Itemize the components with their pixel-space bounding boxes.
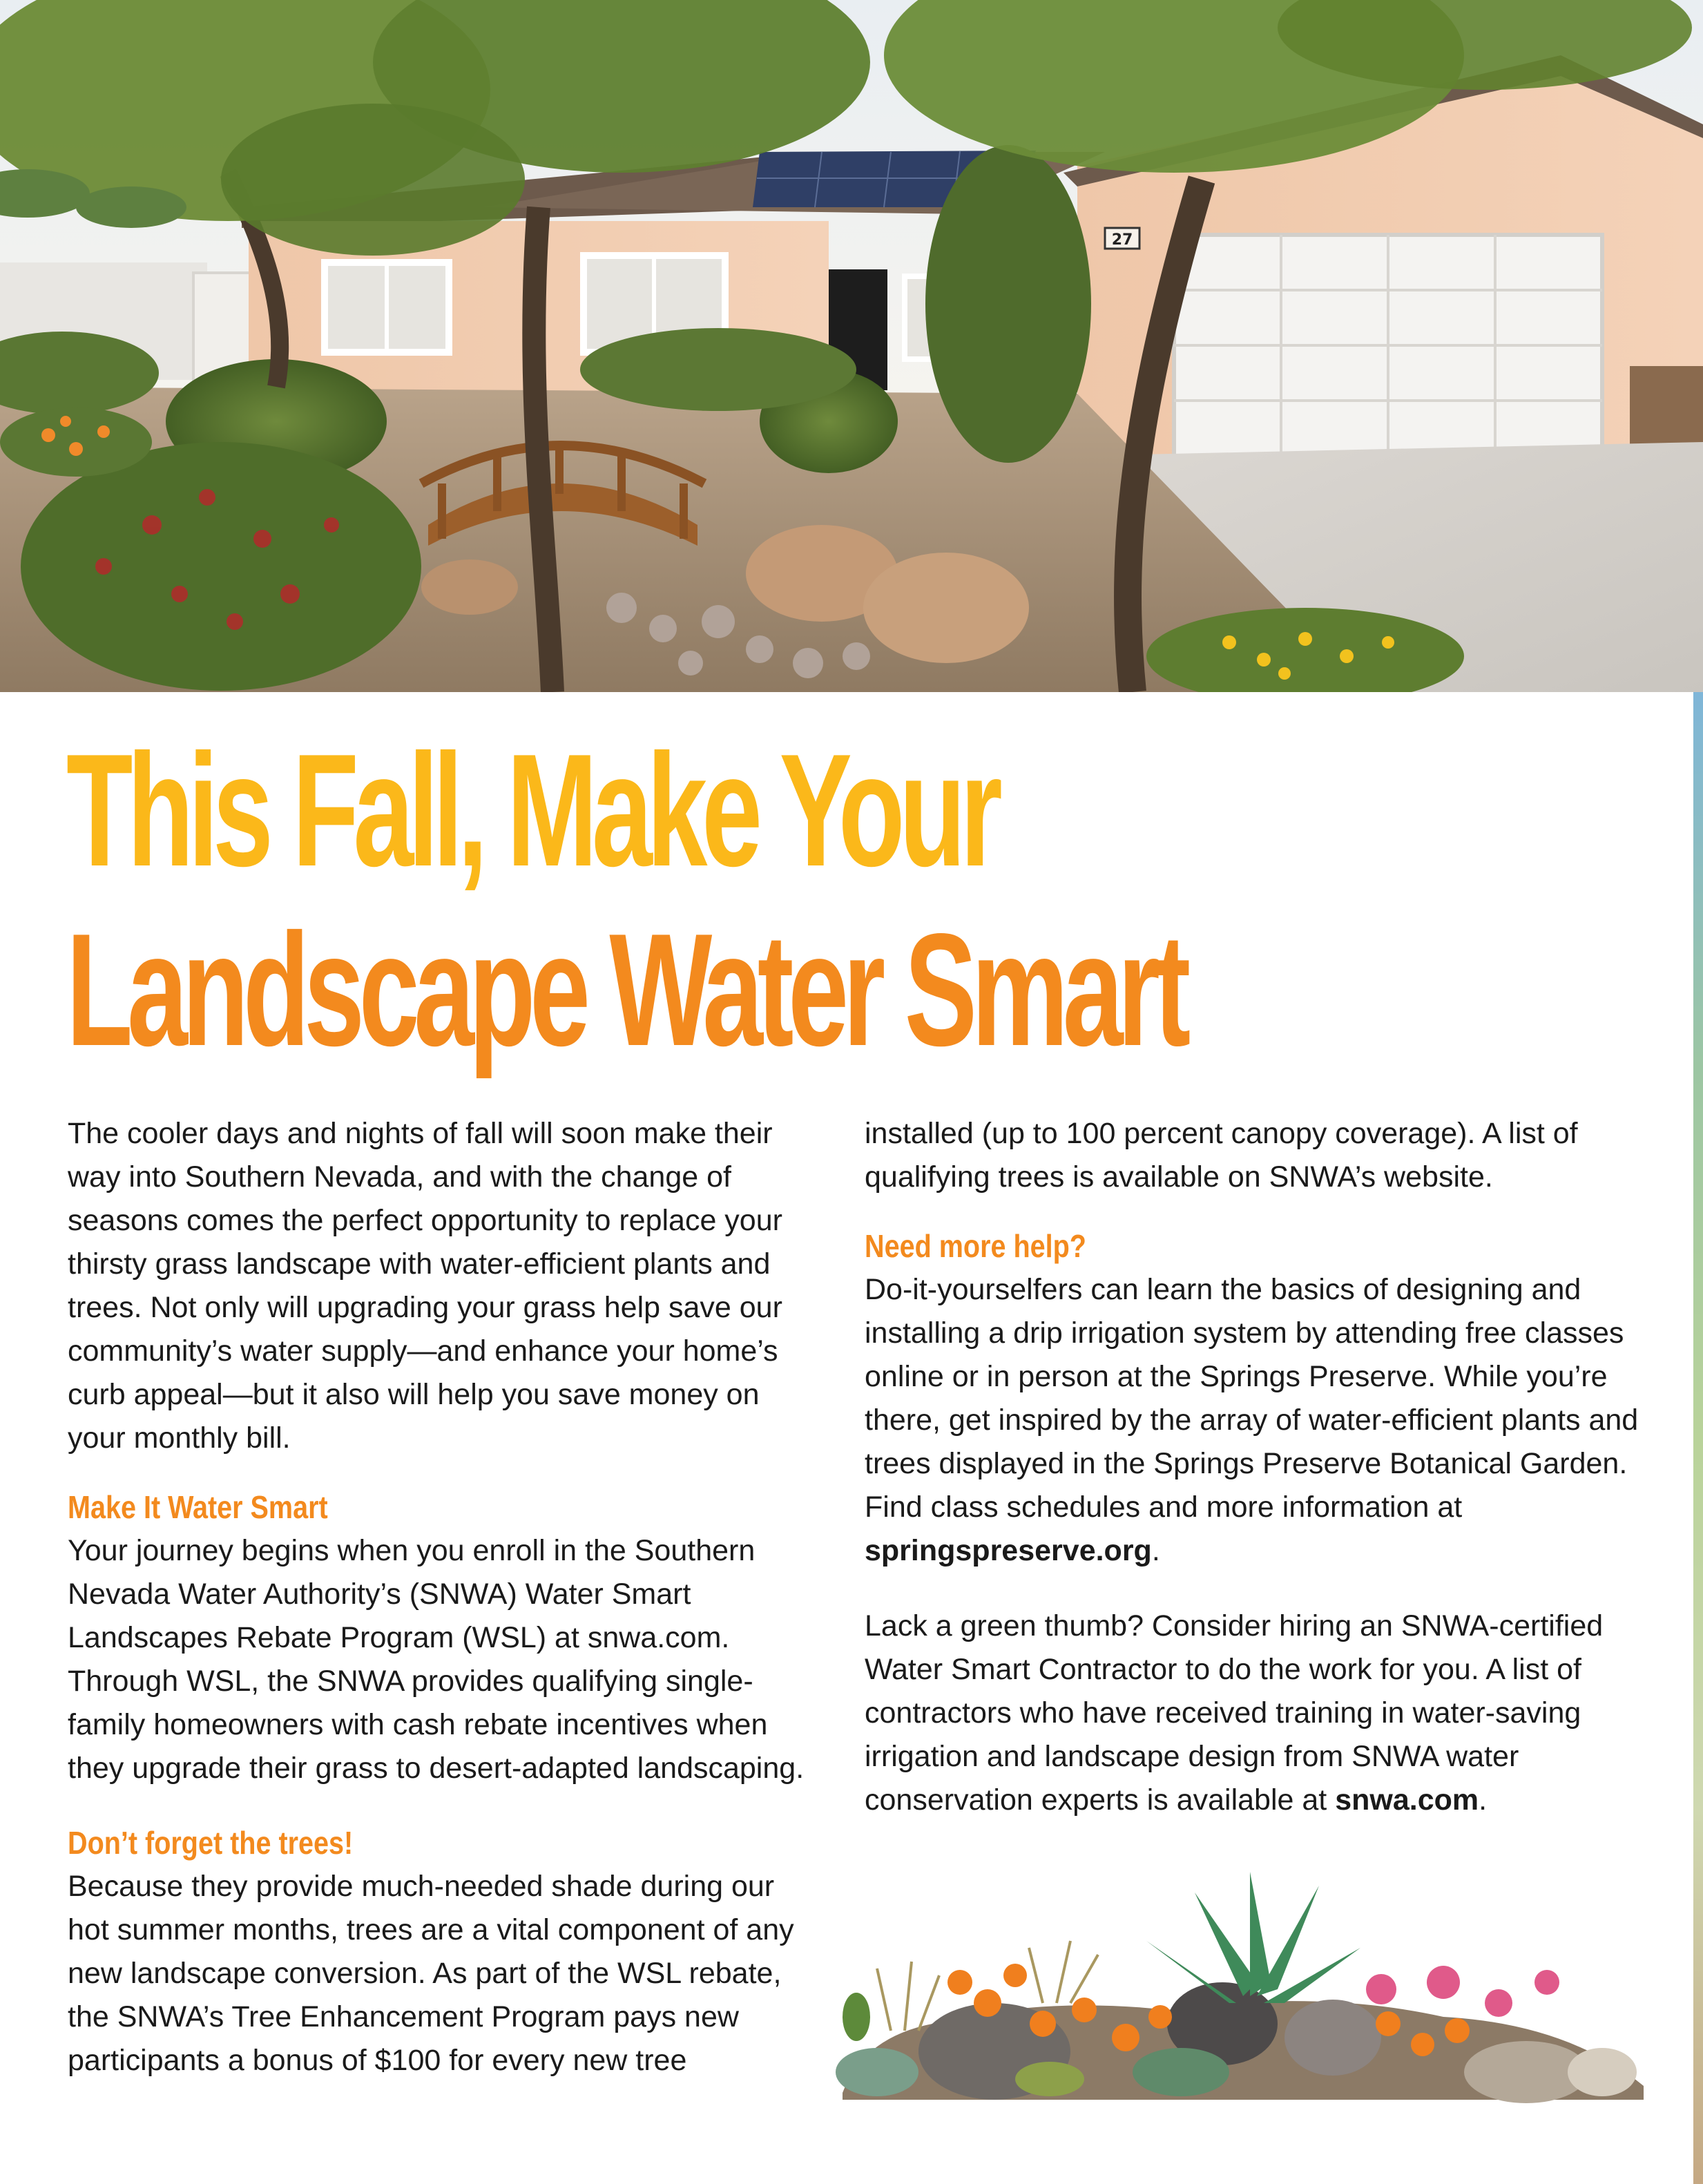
agave-plant [1146, 1872, 1360, 2003]
svg-text:27: 27 [1111, 231, 1133, 249]
closing-end: . [1479, 1783, 1488, 1817]
desert-plants-illustration [836, 1865, 1651, 2107]
closing-text: Lack a green thumb? Consider hiring an SNWA-certified Water Smart Contractor to do the work for you. A list of contractors who have received training in water-saving irrigation and landscape design from SNWA water conservation experts is available at [865, 1609, 1604, 1817]
hero-photo [0, 0, 1703, 692]
headline-line-2: Landscape Water Smart [66, 901, 1186, 1080]
springspreserve-link[interactable]: springspreserve.org [865, 1534, 1152, 1567]
section-body-need-more-help [865, 1268, 1645, 1573]
closing-paragraph [865, 1605, 1645, 1822]
section-body-dont-forget-the-trees: Because they provide much-needed shade during our hot summer months, trees are a vital component of any new landscape conversion. As part of the WSL rebate, the SNWA’s Tree Enhancement Program pays new participants a bonus of $100 for every new tree [68, 1870, 794, 2077]
headline-line-1: This Fall, Make Your [66, 721, 997, 900]
need-more-help-text: Do-it-yourselfers can learn the basics of designing and installing a drip irrigation system by attending free classes online or in person at the Springs Preserve. While you’re there, get inspired by the array of water-efficient plants and trees displayed in the Springs Preserve Botanical Garden. Find class schedules and more information at [865, 1273, 1639, 1524]
article-left-column [68, 1112, 817, 2082]
page-edge-strip [1693, 692, 1703, 2184]
section-heading-need-more-help: Need more help? [865, 1228, 1086, 1264]
section-heading-make-it-water-smart: Make It Water Smart [68, 1489, 328, 1525]
intro-paragraph: The cooler days and nights of fall will soon make their way into Southern Nevada, and with the change of seasons comes the perfect opportunity to replace your thirsty grass landscape with water-efficient plants and trees. Not only will upgrading your grass help save our community’s water supply—and enhance your home’s curb appeal—but it also will help you save money on your monthly bill. [68, 1117, 782, 1455]
continuation-paragraph: installed (up to 100 percent canopy coverage). A list of qualifying trees is available on SNWA’s website. [865, 1117, 1578, 1194]
section-body-make-it-water-smart: Your journey begins when you enroll in the Southern Nevada Water Authority’s (SNWA) Water Smart Landscapes Rebate Program (WSL) at snwa.com. Through WSL, the SNWA provides qualifying single-family homeowners with cash rebate incentives when they upgrade their grass to desert-adapted landscaping. [68, 1534, 805, 1785]
section-heading-dont-forget-the-trees: Don’t forget the trees! [68, 1825, 354, 1861]
article-right-column [865, 1112, 1645, 1822]
need-more-help-end: . [1151, 1534, 1160, 1567]
snwa-link[interactable]: snwa.com [1335, 1783, 1479, 1817]
